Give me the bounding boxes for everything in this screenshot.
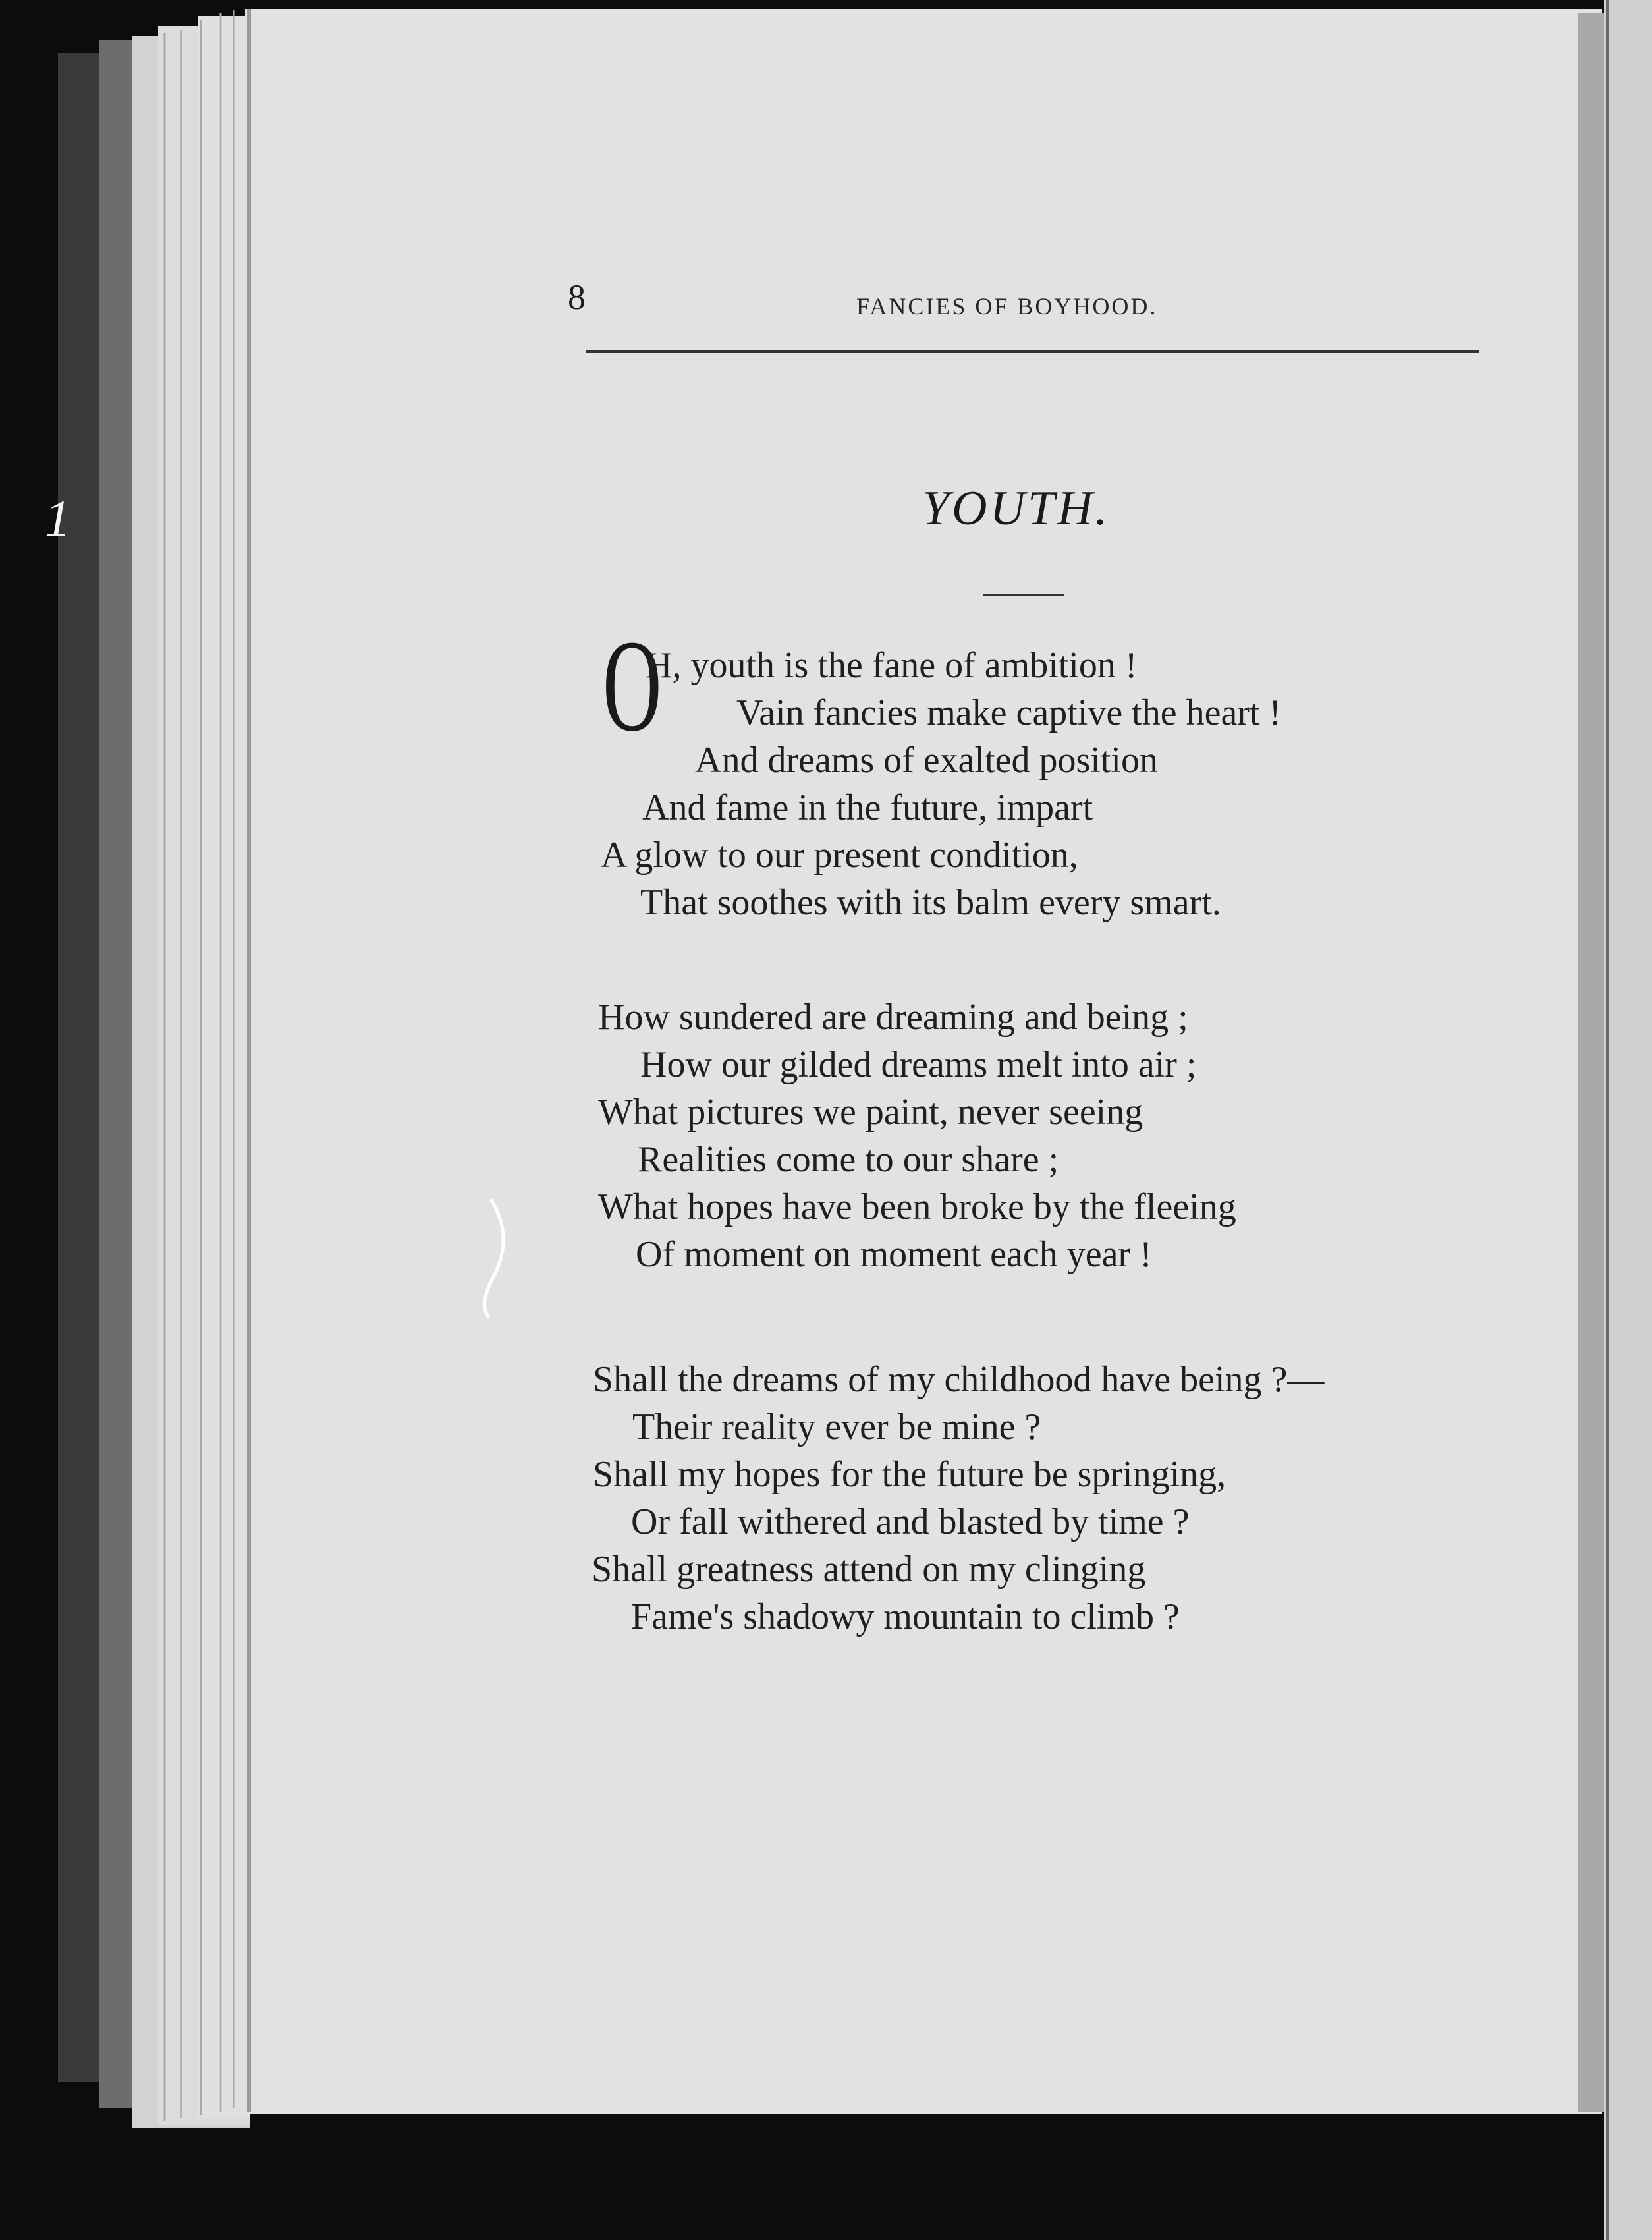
poem-line: Shall my hopes for the future be springing, xyxy=(593,1454,1226,1495)
poem-line: Their reality ever be mine ? xyxy=(632,1407,1041,1447)
poem-line: Shall greatness attend on my clinging xyxy=(592,1549,1146,1590)
drop-cap: O xyxy=(603,613,662,759)
poem-line: What hopes have been broke by the fleeing xyxy=(598,1187,1236,1227)
poem-line: Fame's shadowy mountain to climb ? xyxy=(631,1596,1180,1637)
poem-line: And fame in the future, impart xyxy=(642,787,1093,828)
poem-line: H, youth is the fane of ambition ! xyxy=(646,645,1138,686)
running-title: FANCIES OF BOYHOOD. xyxy=(856,293,1158,320)
poem-line: And dreams of exalted position xyxy=(695,740,1158,781)
poem-title: YOUTH. xyxy=(922,482,1111,536)
poem-line: Of moment on moment each year ! xyxy=(636,1234,1152,1275)
poem-line: Vain fancies make captive the heart ! xyxy=(736,692,1282,733)
poem-line: Or fall withered and blasted by time ? xyxy=(631,1501,1190,1542)
header-rule xyxy=(586,350,1479,353)
poem-line: A glow to our present condition, xyxy=(601,835,1078,876)
page-number: 8 xyxy=(568,277,586,317)
poem-line: Shall the dreams of my childhood have being ?— xyxy=(593,1359,1325,1400)
margin-mark: 1 xyxy=(45,490,70,547)
poem-line: That soothes with its balm every smart. xyxy=(640,882,1221,923)
poem-line: How our gilded dreams melt into air ; xyxy=(640,1044,1197,1085)
title-rule xyxy=(983,594,1064,596)
poem-line: What pictures we paint, never seeing xyxy=(598,1092,1143,1133)
poem-line: Realities come to our share ; xyxy=(638,1139,1059,1180)
poem-line: How sundered are dreaming and being ; xyxy=(598,997,1188,1038)
